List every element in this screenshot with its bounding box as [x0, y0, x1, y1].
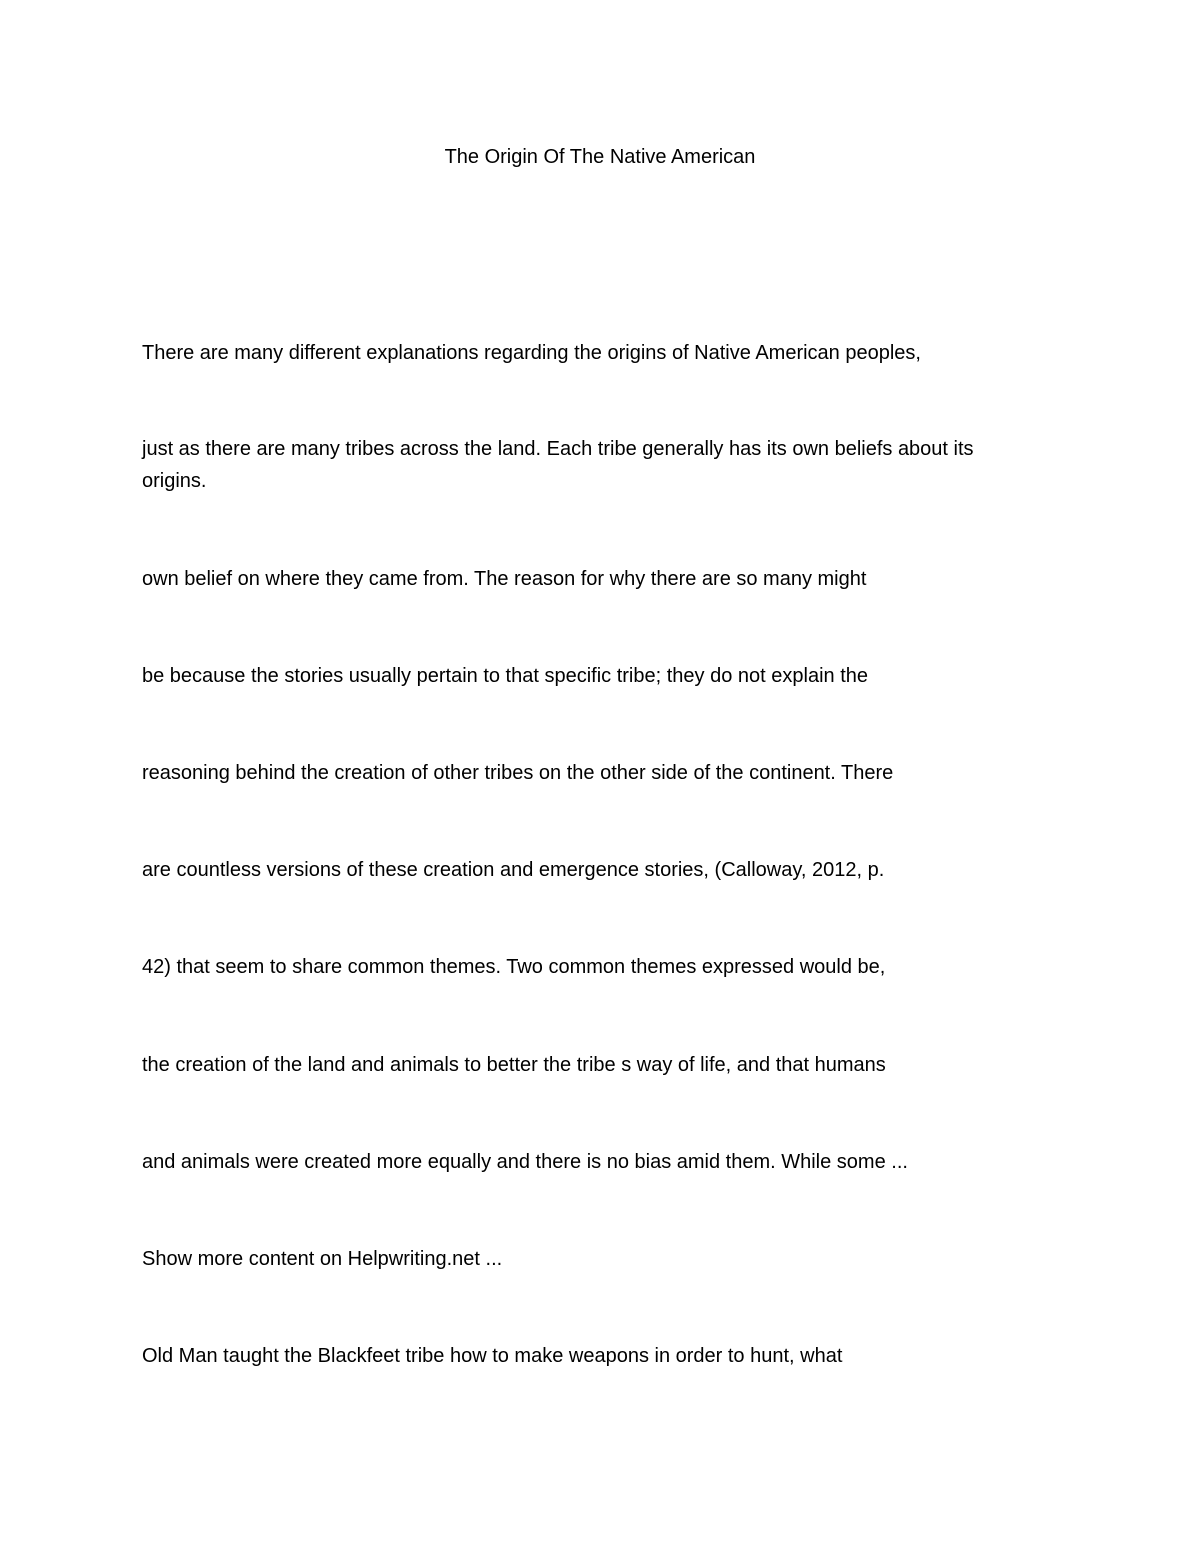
paragraph-line: just as there are many tribes across the land. Each tribe generally has its own beliefs about its: [142, 438, 974, 460]
paragraph-line: 42) that seem to share common themes. Two common themes expressed would be,: [142, 956, 886, 978]
paragraph-line: reasoning behind the creation of other tribes on the other side of the continent. There: [142, 762, 894, 784]
paragraph-line: and animals were created more equally and there is no bias amid them. While some ...: [142, 1151, 908, 1173]
paragraph-line: There are many different explanations regarding the origins of Native American peoples,: [142, 342, 921, 364]
show-more-link[interactable]: Show more content on Helpwriting.net ...: [142, 1248, 503, 1270]
paragraph-line: are countless versions of these creation and emergence stories, (Calloway, 2012, p.: [142, 859, 885, 881]
paragraph-line: Old Man taught the Blackfeet tribe how to make weapons in order to hunt, what: [142, 1345, 843, 1367]
paragraph-line: be because the stories usually pertain to that specific tribe; they do not explain the: [142, 665, 868, 687]
paragraph-line: the creation of the land and animals to better the tribe s way of life, and that humans: [142, 1054, 886, 1076]
paragraph-line: origins.: [142, 470, 207, 492]
document-title: The Origin Of The Native American: [444, 146, 756, 168]
paragraph-line: own belief on where they came from. The reason for why there are so many might: [142, 568, 867, 590]
